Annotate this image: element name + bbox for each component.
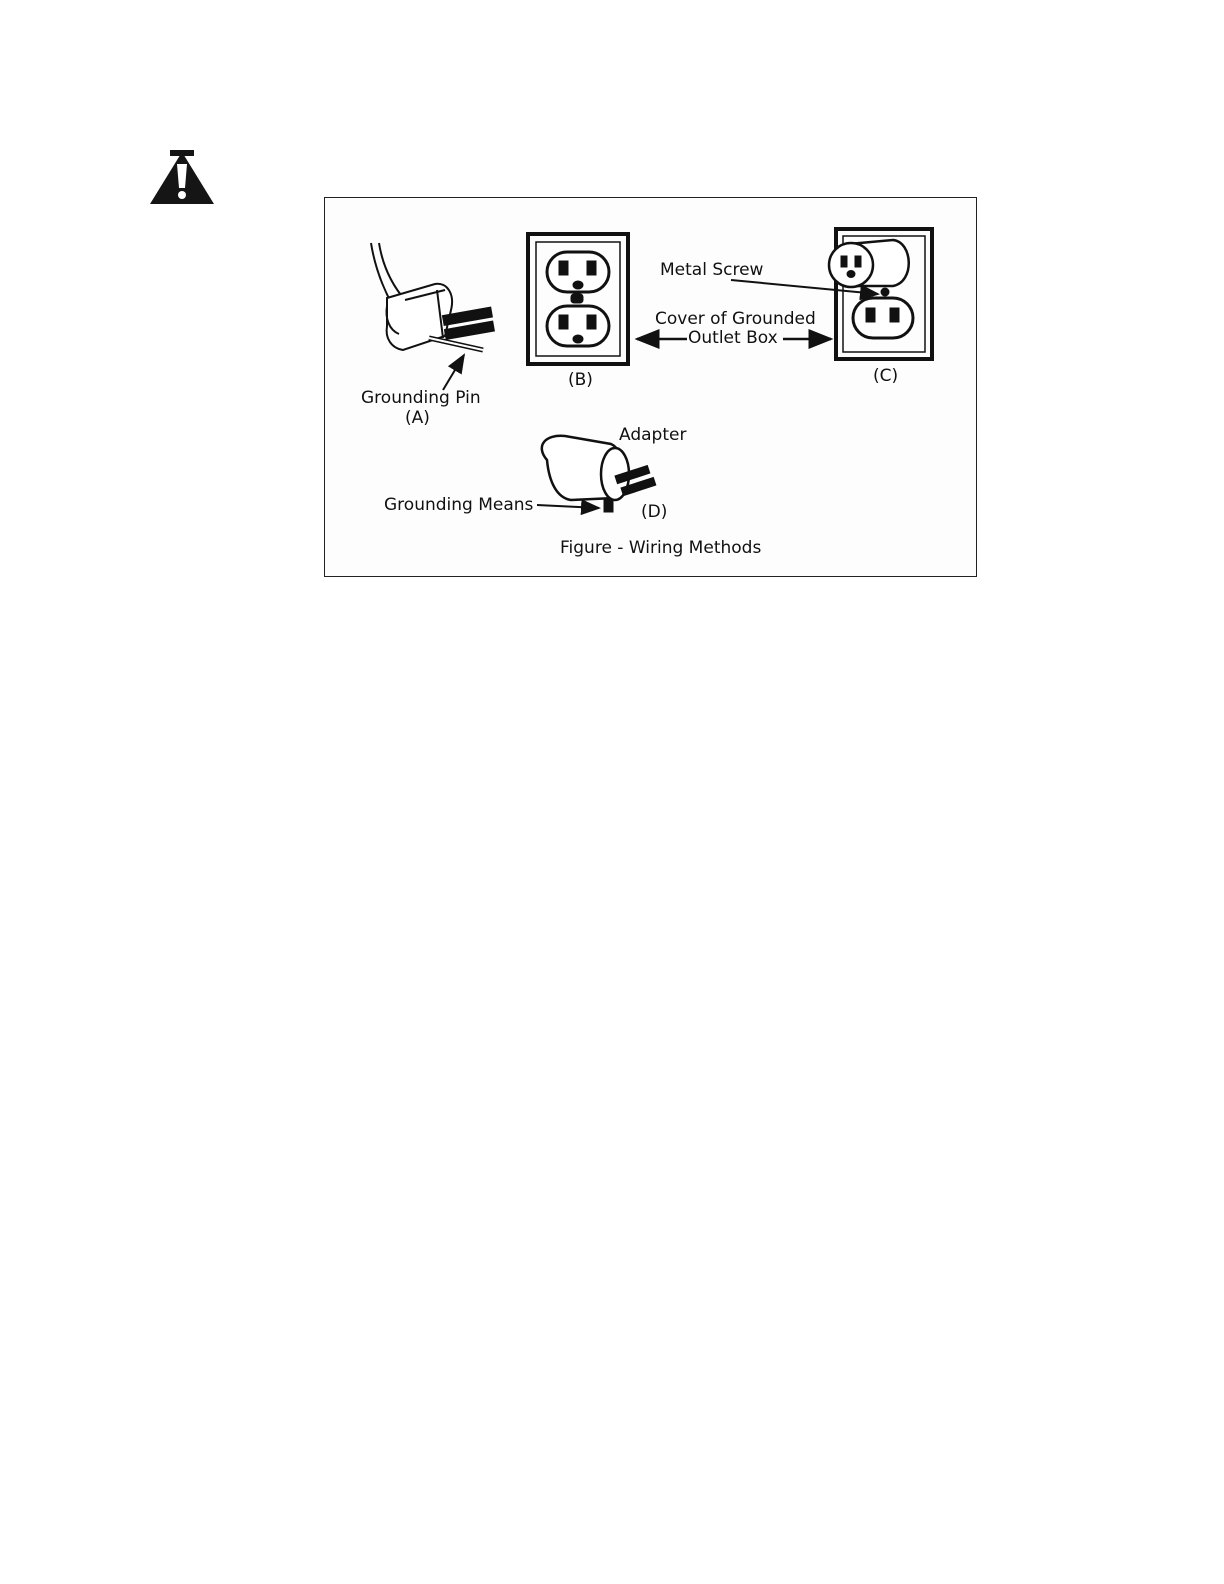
metal-screw-label: Metal Screw	[660, 260, 764, 280]
cover-label-line1: Cover of Grounded	[655, 309, 816, 329]
grounding-adapter-icon	[542, 436, 656, 512]
adapter-label: Adapter	[619, 425, 687, 445]
label-d: (D)	[641, 502, 668, 522]
label-c: (C)	[873, 366, 899, 386]
grounded-duplex-outlet-icon	[528, 234, 628, 364]
grounding-means-label: Grounding Means	[384, 495, 534, 515]
warning-triangle-icon	[148, 150, 216, 206]
outlet-with-adapter-icon	[829, 229, 932, 359]
label-a: (A)	[405, 408, 430, 428]
figure-caption: Figure - Wiring Methods	[560, 538, 762, 558]
grounding-pin-label: Grounding Pin	[361, 388, 481, 408]
three-prong-plug-icon	[371, 243, 494, 350]
cover-label-line2: Outlet Box	[688, 328, 778, 348]
wiring-methods-figure	[324, 197, 977, 577]
label-b: (B)	[568, 370, 593, 390]
